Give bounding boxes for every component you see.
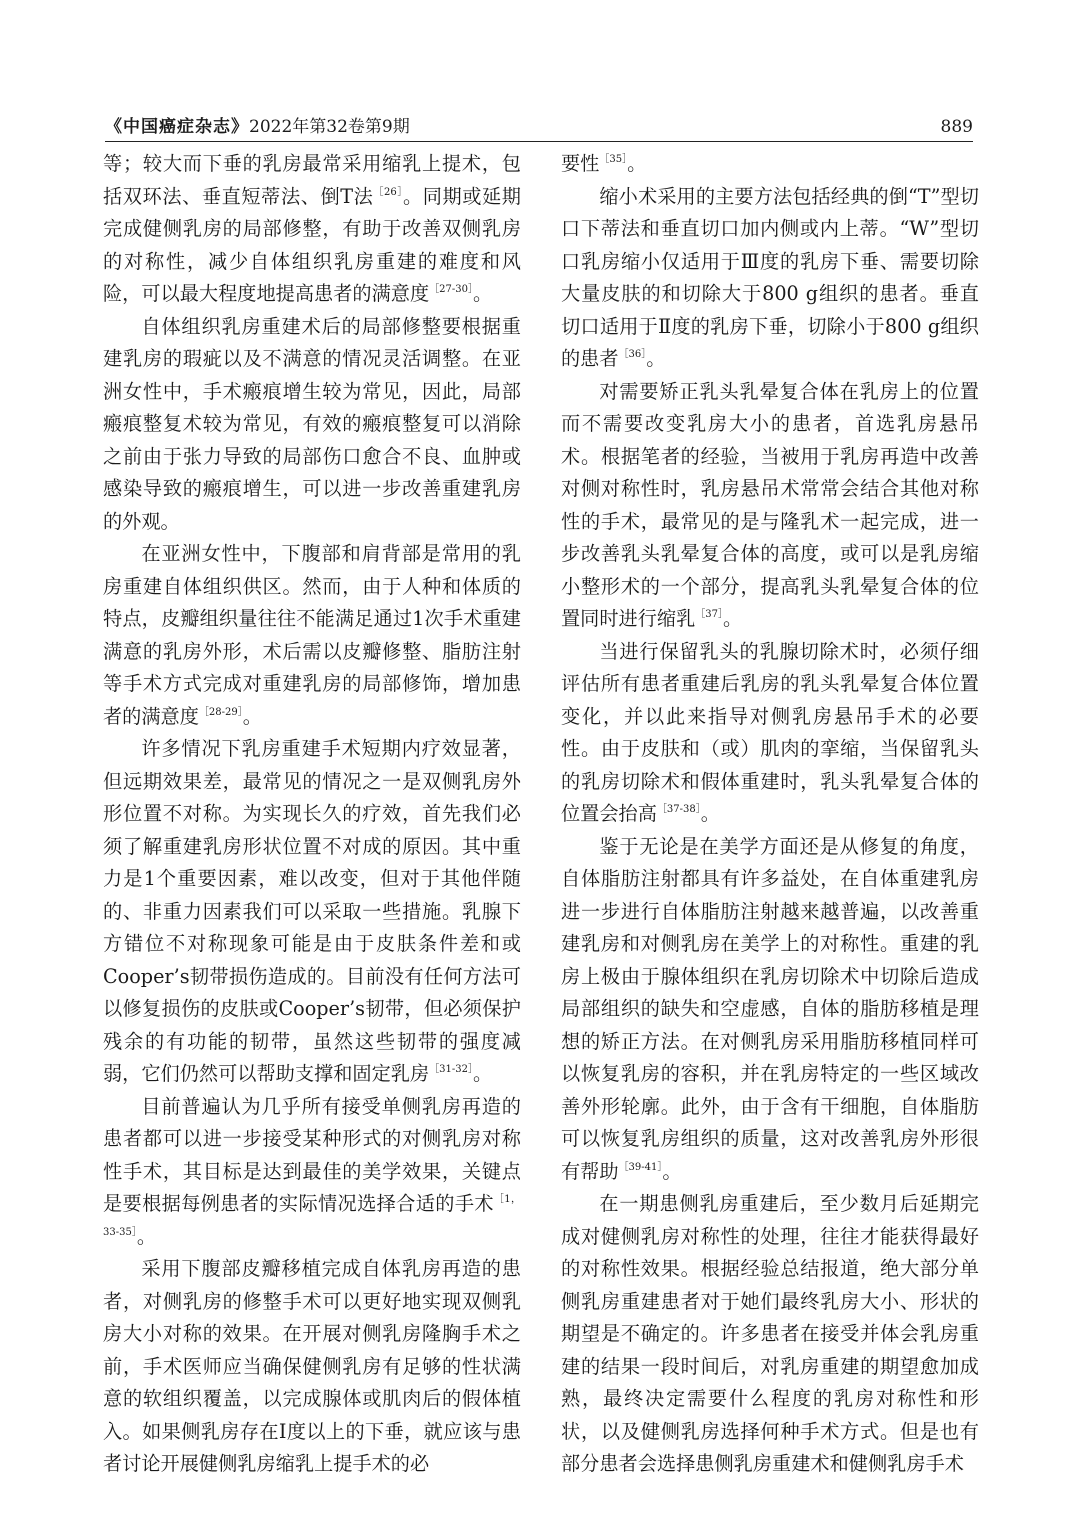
citation: ［36］ xyxy=(618,349,647,360)
journal-name: 《中国癌症杂志》 xyxy=(105,117,249,137)
citation: ［27-30］ xyxy=(429,284,474,295)
citation: ［39-41］ xyxy=(618,1161,663,1173)
citation: ［26］ xyxy=(373,186,403,198)
citation: ［31-32］ xyxy=(429,1064,474,1075)
citation: ［1，33-35］ xyxy=(103,1194,522,1238)
paragraph: 鉴于无论是在美学方面还是从修复的角度，自体脂肪注射都具有许多益处，在自体重建乳房进一步进行自体脂肪注射越来越普遍，以改善重建乳房和对侧乳房在美学上的对称性。重建的乳房上极由于腺体组织在乳房切除术中切除后造成局部组织的缺失和空虚感，自体的脂肪移植是理想的矫正方法。在对侧乳房采用脂肪移植同样可以恢复乳房的容积，并在乳房特定的一些区域改善外形轮廓。此外，由于含有干细胞，自体脂肪可以恢复乳房组织的质量，这对改善乳房外形很有帮助$^{[39-41]}$。 xyxy=(561,834,979,1183)
paragraph: 对需要矫正乳头乳晕复合体在乳房上的位置而不需要改变乳房大小的患者，首选乳房悬吊术。根据笔者的经验，当被用于乳房再造中改善对侧对称性时，乳房悬吊术常常会结合其他对称性的手术，最常见的是与隆乳术一起完成，进一步改善乳头乳晕复合体的高度，或可以是乳房缩小整形术的一个部分，提高乳头乳晕复合体的位置同时进行缩乳$^{[37]}$。 xyxy=(561,379,979,630)
paragraph: 采用下腹部皮瓣移植完成自体乳房再造的患者，对侧乳房的修整手术可以更好地实现双侧乳房大小对称的效果。在开展对侧乳房隆胸手术之前，手术医师应当确保健侧乳房有足够的性状满意的软组织覆盖，以完成腺体或肌肉后的假体植入。如果侧乳房存在Ⅰ度以上的下垂，就应该与患者讨论开展健侧乳房缩乳上提手术的必 xyxy=(103,1257,521,1475)
journal-citation xyxy=(105,112,410,137)
running-header xyxy=(105,112,973,142)
paragraph: 在一期患侧乳房重建后，至少数月后延期完成对健侧乳房对称性的处理，往往才能获得最好的对称性效果。根据经验总结报道，绝大部分单侧乳房重建患者对于她们最终乳房大小、形状的期望是不确定的。许多患者在接受并体会乳房重建的结果一段时间后，对乳房重建的期望愈加成熟，最终决定需要什么程度的乳房对称性和形状，以及健侧乳房选择何种手术方式。但是也有部分患者会选择患侧乳房重建术和健侧乳房手术 xyxy=(561,1192,979,1475)
citation: ［35］ xyxy=(599,154,628,165)
citation: ［37］ xyxy=(695,609,724,620)
paragraph: 在亚洲女性中，下腹部和肩背部是常用的乳房重建自体组织供区。然而，由于人种和体质的特点，皮瓣组织量往往不能满足通过1次手术重建满意的乳房外形，术后需以皮瓣修整、脂肪注射等手术方式完成对重建乳房的局部修饰，增加患者的满意度$^{[28-29]}$。 xyxy=(103,542,521,728)
paragraph: 当进行保留乳头的乳腺切除术时，必须仔细评估所有患者重建后乳房的乳头乳晕复合体位置变化，并以此来指导对侧乳房悬吊手术的必要性。由于皮肤和（或）肌肉的挛缩，当保留乳头的乳房切除术和假体重建时，乳头乳晕复合体的位置会抬高$^{[37-38]}$。 xyxy=(561,639,979,825)
paragraph: 等；较大而下垂的乳房最常采用缩乳上提术，包括双环法、垂直短蒂法、倒T法$^{[26]}$。同期或延期完成健侧乳房的局部修整，有助于改善双侧乳房的对称性，减少自体组织乳房重建的难度和风险，可以最大程度地提高患者的满意度$^{[27-30]}$。 xyxy=(103,152,521,305)
left-column xyxy=(103,148,521,1481)
right-column xyxy=(561,148,979,1481)
journal-issue: 2022年第32卷第9期 xyxy=(249,117,410,137)
citation: ［28-29］ xyxy=(198,706,243,718)
page-number: 889 xyxy=(940,117,973,137)
paragraph: 要性$^{[35]}$。 xyxy=(561,152,647,175)
paragraph: 缩小术采用的主要方法包括经典的倒“T”型切口下蒂法和垂直切口加内侧或内上蒂。“W”型切口乳房缩小仅适用于Ⅲ度的乳房下垂、需要切除大量皮肤的和切除大于800 g组织的患者。垂直切口适用于Ⅱ度的乳房下垂，切除小于800 g组织的患者$^{[36]}$。 xyxy=(561,184,979,370)
citation: ［37-38］ xyxy=(656,804,701,815)
paragraph: 许多情况下乳房重建手术短期内疗效显著，但远期效果差，最常见的情况之一是双侧乳房外形位置不对称。为实现长久的疗效，首先我们必须了解重建乳房形状位置不对成的原因。其中重力是1个重要因素，难以改变，但对于其他伴随的、非重力因素我们可以采取一些措施。乳腺下方错位不对称现象可能是由于皮肤条件差和或Cooper’s韧带损伤造成的。目前没有任何方法可以修复损伤的皮肤或Cooper’s韧带，但必须保护残余的有功能的韧带，虽然这些韧带的强度减弱，它们仍然可以帮助支撑和固定乳房$^{[31-32]}$。 xyxy=(103,737,521,1085)
paragraph: 目前普遍认为几乎所有接受单侧乳房再造的患者都可以进一步接受某种形式的对侧乳房对称性手术，其目标是达到最佳的美学效果，关键点是要根据每例患者的实际情况选择合适的手术$^{[1,33-35]}$。 xyxy=(103,1094,522,1248)
paragraph: 自体组织乳房重建术后的局部修整要根据重建乳房的瑕疵以及不满意的情况灵活调整。在亚洲女性中，手术瘢痕增生较为常见，因此，局部瘢痕整复术较为常见，有效的瘢痕整复可以消除之前由于张力导致的局部伤口愈合不良、血肿或感染导致的瘢痕增生，可以进一步改善重建乳房的外观。 xyxy=(103,314,521,533)
